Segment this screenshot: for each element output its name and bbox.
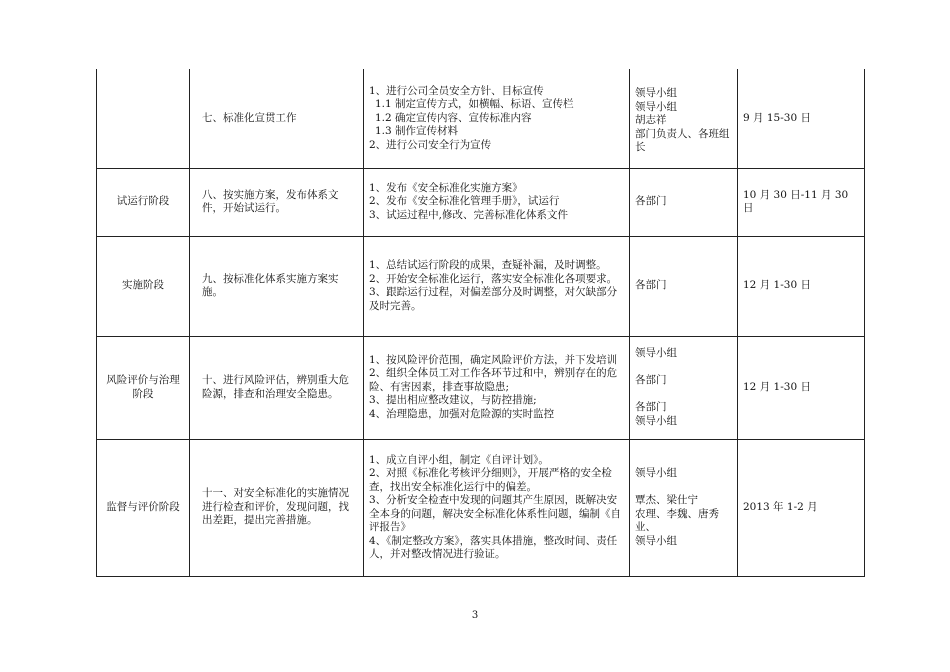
task-cell: 十、进行风险评估，辨别重大危险源，排查和治理安全隐患。 bbox=[190, 336, 364, 439]
content-line: 3、提出相应整改建议，与防控措施; bbox=[369, 394, 537, 407]
table-row bbox=[97, 236, 865, 336]
time-cell: 10 月 30 日-11 月 30 日 bbox=[738, 168, 865, 236]
content-line: 1、发布《安全标准化实施方案》 bbox=[369, 181, 523, 194]
responsible-cell bbox=[630, 336, 738, 439]
content-line: 1、成立自评小组，制定《自评计划》。 bbox=[369, 453, 549, 466]
content-line: 4、治理隐患，加强对危险源的实时监控 bbox=[369, 407, 555, 420]
table-row bbox=[97, 69, 865, 168]
responsible-line: 各部门 bbox=[635, 279, 667, 292]
content-line: 1、进行公司全员安全方针、目标宣传 bbox=[369, 84, 544, 97]
responsible-line: 覃杰、梁仕宁 bbox=[635, 494, 698, 506]
responsible-line: 领导小组 bbox=[635, 534, 677, 547]
stage-cell: 风险评价与治理阶段 bbox=[97, 336, 190, 439]
content-line: 1.1 制定宣传方式，如横幅、标语、宣传栏 bbox=[375, 98, 574, 110]
content-line: 1.3 制作宣传材料 bbox=[375, 125, 459, 137]
responsible-line: 农理、李魏、唐秀业、 bbox=[635, 507, 719, 533]
stage-cell: 试运行阶段 bbox=[97, 168, 190, 236]
task-cell: 十一、对安全标准化的实施情况进行检查和评价，发现问题，找出差距，提出完善措施。 bbox=[190, 439, 364, 576]
responsible-line: 各部门 bbox=[635, 401, 667, 413]
responsible-line: 各部门 bbox=[635, 195, 667, 208]
table-row bbox=[97, 439, 865, 576]
responsible-line: 领导小组 bbox=[635, 414, 677, 427]
responsible-cell bbox=[630, 439, 738, 576]
responsible-cell bbox=[630, 236, 738, 336]
responsible-cell bbox=[630, 69, 738, 168]
responsible-line: 部门负责人、各班组长 bbox=[635, 127, 730, 153]
content-cell bbox=[364, 439, 630, 576]
page-number: 3 bbox=[471, 610, 479, 621]
task-cell: 九、按标准化体系实施方案实施。 bbox=[190, 236, 364, 336]
content-line: 3、分析安全检查中发现的问题其产生原因，既解决安全本身的问题，解决安全标准化体系性问题，编制《自评报告》 bbox=[369, 494, 621, 533]
table-row bbox=[97, 168, 865, 236]
content-cell bbox=[364, 168, 630, 236]
content-line: 1.2 确定宣传内容、宣传标准内容 bbox=[375, 111, 532, 124]
content-line: 2、发布《安全标准化管理手册》，试运行 bbox=[369, 195, 560, 208]
content-line: 2、对照《标准化考核评分细则》，开展严格的安全检查，找出安全标准化运行中的偏差。 bbox=[369, 467, 612, 493]
content-line: 1、总结试运行阶段的成果，查疑补漏，及时调整。 bbox=[369, 259, 607, 271]
responsible-line: 领导小组 bbox=[635, 87, 677, 99]
stage-cell: 实施阶段 bbox=[97, 236, 190, 336]
content-cell bbox=[364, 69, 630, 168]
implementation-plan-table bbox=[96, 69, 865, 577]
content-line: 2、开始安全标准化运行，落实安全标准化各项要求。 bbox=[369, 272, 618, 285]
task-cell: 七、标准化宣贯工作 bbox=[190, 69, 364, 168]
time-cell: 12 月 1-30 日 bbox=[738, 236, 865, 336]
responsible-line: 胡志祥 bbox=[635, 114, 667, 126]
content-line: 3、试运过程中,修改、完善标准化体系文件 bbox=[369, 208, 569, 221]
responsible-cell bbox=[630, 168, 738, 236]
spacer bbox=[635, 481, 732, 495]
content-line: 2、进行公司安全行为宣传 bbox=[369, 138, 492, 151]
responsible-line: 各部门 bbox=[635, 374, 667, 386]
content-line: 4、《制定整改方案》，落实具体措施，整改时间、责任人，并对整改情况进行验证。 bbox=[369, 534, 618, 560]
spacer bbox=[635, 361, 732, 375]
content-cell bbox=[364, 236, 630, 336]
table-row bbox=[97, 336, 865, 439]
time-cell: 12 月 1-30 日 bbox=[738, 336, 865, 439]
responsible-line: 领导小组 bbox=[635, 100, 677, 113]
time-cell: 9 月 15-30 日 bbox=[738, 69, 865, 168]
responsible-line: 领导小组 bbox=[635, 347, 677, 359]
content-line: 2、组织全体员工对工作各环节过和中，辨别存在的危险、有害因素，排查事故隐患; bbox=[369, 367, 618, 393]
stage-cell: 监督与评价阶段 bbox=[97, 439, 190, 576]
stage-cell bbox=[97, 69, 190, 168]
content-line: 3、跟踪运行过程，对偏差部分及时调整，对欠缺部分及时完善。 bbox=[369, 286, 618, 312]
responsible-line: 领导小组 bbox=[635, 467, 677, 479]
content-line: 1、按风险评价范围，确定风险评价方法，并下发培训 bbox=[369, 353, 618, 366]
content-cell bbox=[364, 336, 630, 439]
spacer bbox=[635, 388, 732, 402]
task-cell: 八、按实施方案，发布体系文件，开始试运行。 bbox=[190, 168, 364, 236]
time-cell: 2013 年 1-2 月 bbox=[738, 439, 865, 576]
